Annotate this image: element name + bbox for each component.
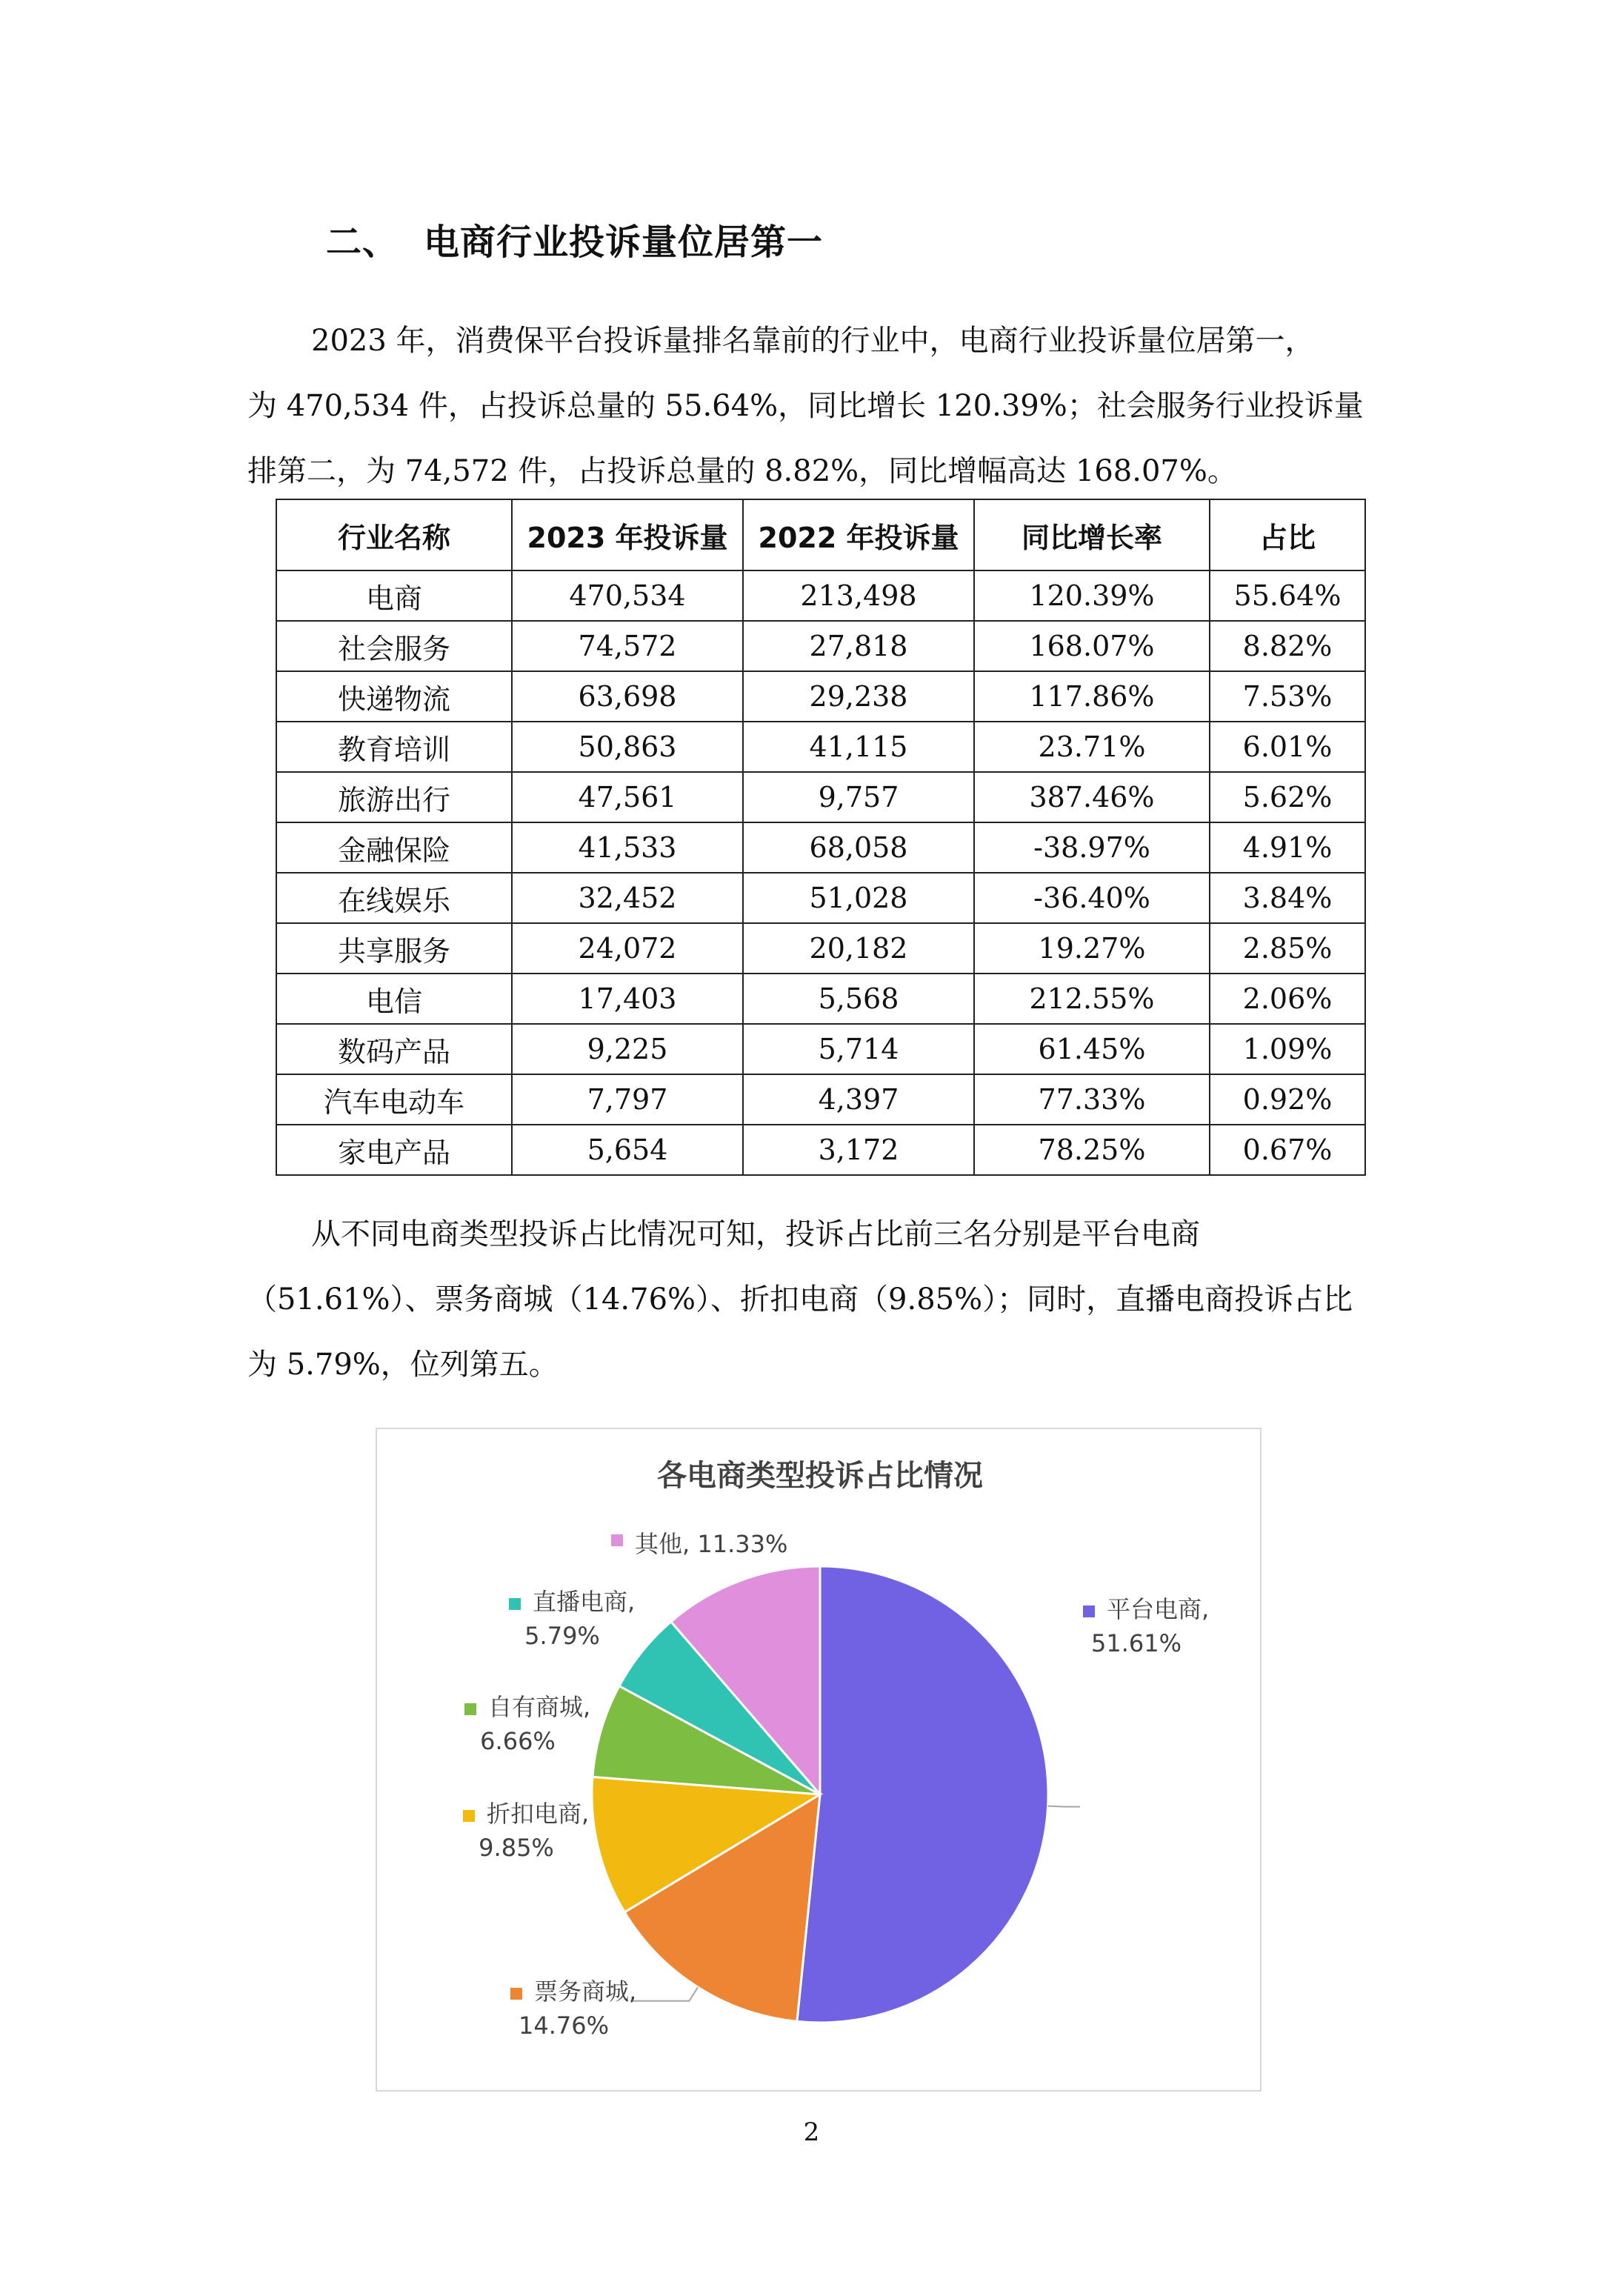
intro-paragraph: [247, 308, 1388, 504]
cell-growth: 212.55%: [974, 974, 1210, 1024]
data-label: 平台电商,: [1107, 1595, 1210, 1623]
cell-count-2022: 5,568: [743, 974, 974, 1024]
cell-count-2023: 24,072: [512, 923, 743, 974]
cell-industry: 社会服务: [276, 621, 512, 671]
chart-title: 各电商类型投诉占比情况: [657, 1459, 983, 1493]
label-marker: [611, 1534, 623, 1546]
col-header-2023-count: 2023 年投诉量: [512, 499, 743, 570]
table-row: [276, 772, 1365, 822]
table-row: [276, 923, 1365, 974]
cell-industry: 数码产品: [276, 1024, 512, 1074]
cell-count-2023: 7,797: [512, 1074, 743, 1125]
paragraph-line: 2023 年，消费保平台投诉量排名靠前的行业中，电商行业投诉量位居第一，: [311, 324, 1315, 358]
table-row: [276, 1074, 1365, 1125]
table-row: [276, 974, 1365, 1024]
cell-count-2023: 63,698: [512, 671, 743, 722]
cell-industry: 电商: [276, 570, 512, 621]
cell-share: 4.91%: [1210, 822, 1365, 873]
cell-count-2022: 29,238: [743, 671, 974, 722]
cell-count-2022: 51,028: [743, 873, 974, 923]
cell-industry: 共享服务: [276, 923, 512, 974]
pie-chart-container: [376, 1428, 1262, 2092]
table-row: [276, 1125, 1365, 1175]
cell-count-2022: 20,182: [743, 923, 974, 974]
cell-count-2023: 470,534: [512, 570, 743, 621]
cell-share: 2.06%: [1210, 974, 1365, 1024]
cell-count-2023: 47,561: [512, 772, 743, 822]
pie-slice: [797, 1566, 1048, 2023]
cell-industry: 汽车电动车: [276, 1074, 512, 1125]
cell-growth: 168.07%: [974, 621, 1210, 671]
cell-count-2022: 4,397: [743, 1074, 974, 1125]
cell-share: 6.01%: [1210, 722, 1365, 772]
table-row: [276, 1024, 1365, 1074]
section-number: 二、: [326, 222, 399, 263]
cell-industry: 旅游出行: [276, 772, 512, 822]
label-marker: [463, 1810, 475, 1822]
cell-count-2022: 68,058: [743, 822, 974, 873]
paragraph-line: 排第二，为 74,572 件，占投诉总量的 8.82%，同比增幅高达 168.07%。: [247, 454, 1237, 488]
cell-growth: 78.25%: [974, 1125, 1210, 1175]
section-heading: [326, 213, 823, 264]
table-row: [276, 671, 1365, 722]
label-marker: [509, 1598, 521, 1610]
paragraph-line: （51.61%）、票务商城（14.76%）、折扣电商（9.85%）；同时，直播电商投诉占比: [247, 1282, 1353, 1317]
section-title: 电商行业投诉量位居第一: [424, 222, 824, 263]
col-header-2022-count: 2022 年投诉量: [743, 499, 974, 570]
paragraph-line: 为 470,534 件，占投诉总量的 55.64%，同比增长 120.39%；社会服务行业投诉量: [247, 389, 1364, 423]
cell-share: 7.53%: [1210, 671, 1365, 722]
page-number: 2: [803, 2117, 820, 2147]
cell-count-2023: 9,225: [512, 1024, 743, 1074]
cell-growth: 117.86%: [974, 671, 1210, 722]
data-label: 折扣电商,: [487, 1800, 590, 1828]
cell-industry: 快递物流: [276, 671, 512, 722]
cell-count-2022: 27,818: [743, 621, 974, 671]
paragraph-line: 从不同电商类型投诉占比情况可知，投诉占比前三名分别是平台电商: [311, 1217, 1200, 1251]
label-marker: [1083, 1605, 1095, 1617]
cell-growth: 61.45%: [974, 1024, 1210, 1074]
cell-share: 55.64%: [1210, 570, 1365, 621]
cell-share: 0.92%: [1210, 1074, 1365, 1125]
pie-chart: [377, 1429, 1263, 2093]
cell-industry: 金融保险: [276, 822, 512, 873]
cell-industry: 家电产品: [276, 1125, 512, 1175]
industry-complaint-table: [276, 499, 1366, 1176]
data-label: 自有商城,: [488, 1693, 591, 1721]
cell-count-2023: 41,533: [512, 822, 743, 873]
cell-count-2022: 9,757: [743, 772, 974, 822]
table-row: [276, 570, 1365, 621]
col-header-share: 占比: [1210, 499, 1365, 570]
data-label: 5.79%: [524, 1622, 600, 1650]
cell-growth: -36.40%: [974, 873, 1210, 923]
cell-count-2023: 50,863: [512, 722, 743, 772]
table-row: [276, 621, 1365, 671]
cell-count-2022: 3,172: [743, 1125, 974, 1175]
leader-line: [1048, 1806, 1080, 1807]
data-label: 9.85%: [479, 1834, 554, 1862]
label-marker: [510, 1988, 522, 2000]
cell-growth: 387.46%: [974, 772, 1210, 822]
col-header-growth: 同比增长率: [974, 499, 1210, 570]
cell-share: 1.09%: [1210, 1024, 1365, 1074]
label-marker: [464, 1703, 476, 1715]
table-row: [276, 822, 1365, 873]
data-label: 其他, 11.33%: [635, 1530, 788, 1558]
table-row: [276, 873, 1365, 923]
cell-growth: 23.71%: [974, 722, 1210, 772]
cell-industry: 在线娱乐: [276, 873, 512, 923]
cell-share: 5.62%: [1210, 772, 1365, 822]
paragraph-line: 为 5.79%，位列第五。: [247, 1348, 559, 1382]
cell-growth: 77.33%: [974, 1074, 1210, 1125]
data-label: 51.61%: [1090, 1629, 1182, 1657]
cell-count-2023: 5,654: [512, 1125, 743, 1175]
data-label: 票务商城,: [534, 1977, 637, 2006]
cell-growth: 120.39%: [974, 570, 1210, 621]
data-label: 直播电商,: [533, 1588, 636, 1616]
data-label: 14.76%: [518, 2012, 610, 2040]
ecommerce-type-paragraph: [247, 1202, 1388, 1397]
cell-share: 8.82%: [1210, 621, 1365, 671]
cell-growth: 19.27%: [974, 923, 1210, 974]
cell-share: 2.85%: [1210, 923, 1365, 974]
cell-count-2022: 213,498: [743, 570, 974, 621]
cell-industry: 电信: [276, 974, 512, 1024]
cell-count-2022: 41,115: [743, 722, 974, 772]
cell-share: 3.84%: [1210, 873, 1365, 923]
cell-count-2023: 32,452: [512, 873, 743, 923]
cell-growth: -38.97%: [974, 822, 1210, 873]
data-label: 6.66%: [480, 1727, 556, 1755]
leader-line: [630, 1987, 698, 2001]
cell-count-2023: 74,572: [512, 621, 743, 671]
col-header-industry: 行业名称: [276, 499, 512, 570]
cell-industry: 教育培训: [276, 722, 512, 772]
table-row: [276, 722, 1365, 772]
cell-count-2023: 17,403: [512, 974, 743, 1024]
cell-count-2022: 5,714: [743, 1024, 974, 1074]
cell-share: 0.67%: [1210, 1125, 1365, 1175]
table-header-row: [276, 499, 1365, 570]
